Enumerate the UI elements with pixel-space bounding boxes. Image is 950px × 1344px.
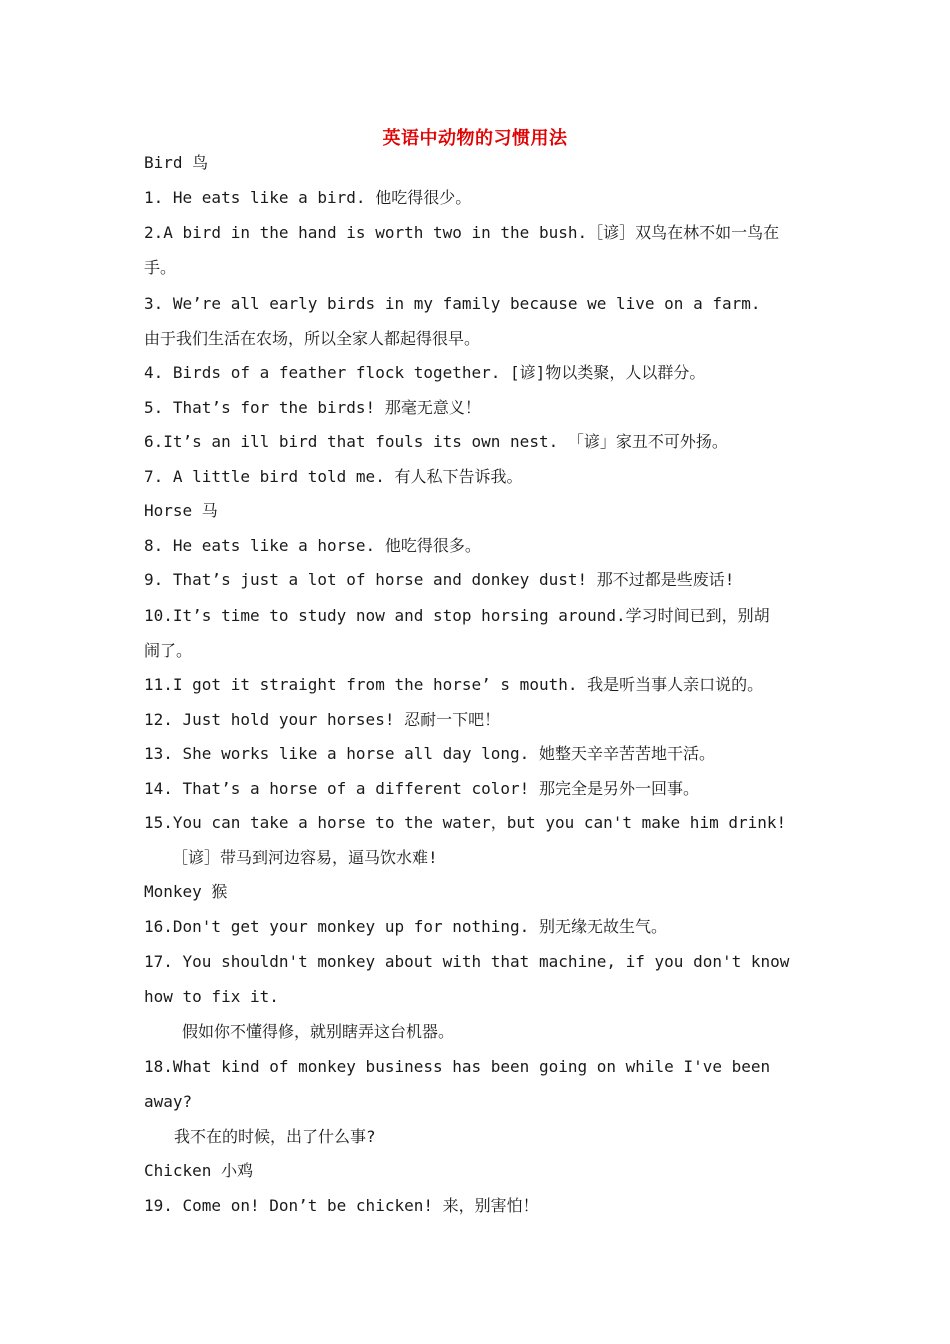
idiom-line-1: 1. He eats like a bird. 他吃得很少。 [144, 187, 472, 207]
idiom-line-11: 11.I got it straight from the horse’ s mouth. 我是听当事人亲口说的。 [144, 675, 764, 694]
idiom-line-12: 12. Just hold your horses! 忍耐一下吧！ [144, 709, 501, 729]
idiom-line-10-cont: 闹了。 [144, 640, 193, 660]
idiom-line-3: 3. We’re all early birds in my family because we live on a farm. [144, 293, 761, 313]
section-heading-bird: Bird 鸟 [144, 153, 209, 172]
idiom-line-9: 9. That’s just a lot of horse and donkey dust! 那不过都是些废话! [144, 570, 735, 589]
idiom-line-6: 6.It’s an ill bird that fouls its own nest. 「谚」家丑不可外扬。 [144, 432, 728, 451]
idiom-line-15-translation: ［谚］带马到河边容易，逼马饮水难! [172, 847, 438, 867]
idiom-line-15: 15.You can take a horse to the water，but you can't make him drink! [144, 813, 787, 832]
idiom-line-2-cont: 手。 [144, 258, 177, 277]
idiom-line-3-translation: 由于我们生活在农场，所以全家人都起得很早。 [144, 328, 481, 348]
idiom-line-8: 8. He eats like a horse. 他吃得很多。 [144, 535, 481, 555]
idiom-line-18-cont: away? [144, 1092, 193, 1111]
idiom-line-18-translation: 我不在的时候，出了什么事? [174, 1126, 376, 1146]
section-heading-chicken: Chicken 小鸡 [144, 1161, 254, 1180]
document-body [144, 146, 814, 1223]
idiom-line-17: 17. You shouldn't monkey about with that machine, if you don't know [144, 952, 790, 971]
idiom-line-19: 19. Come on! Don’t be chicken! 来，别害怕！ [144, 1195, 539, 1215]
idiom-line-4: 4. Birds of a feather flock together. [谚]物以类聚，人以群分。 [144, 363, 706, 382]
idiom-line-18: 18.What kind of monkey business has been going on while I've been [144, 1057, 771, 1076]
section-heading-horse: Horse 马 [144, 501, 218, 520]
idiom-line-14: 14. That’s a horse of a different color! 那完全是另外一回事。 [144, 778, 699, 798]
idiom-line-2: 2.A bird in the hand is worth two in the bush.［谚］双鸟在林不如一鸟在 [144, 223, 780, 242]
idiom-line-16: 16.Don't get your monkey up for nothing. 别无缘无故生气。 [144, 916, 667, 936]
idiom-line-17-cont: how to fix it. [144, 987, 279, 1006]
idiom-line-5: 5. That’s for the birds! 那毫无意义！ [144, 397, 481, 417]
idiom-line-7: 7. A little bird told me. 有人私下告诉我。 [144, 466, 523, 486]
document-title: 英语中动物的习惯用法 [382, 128, 568, 149]
idiom-line-17-translation: 假如你不懂得修，就别瞎弄这台机器。 [182, 1021, 455, 1041]
idiom-line-10: 10.It’s time to study now and stop horsing around.学习时间已到，别胡 [144, 605, 770, 625]
section-heading-monkey: Monkey 猴 [144, 882, 228, 901]
idiom-line-13: 13. She works like a horse all day long. 她整天辛辛苦苦地干活。 [144, 744, 715, 763]
